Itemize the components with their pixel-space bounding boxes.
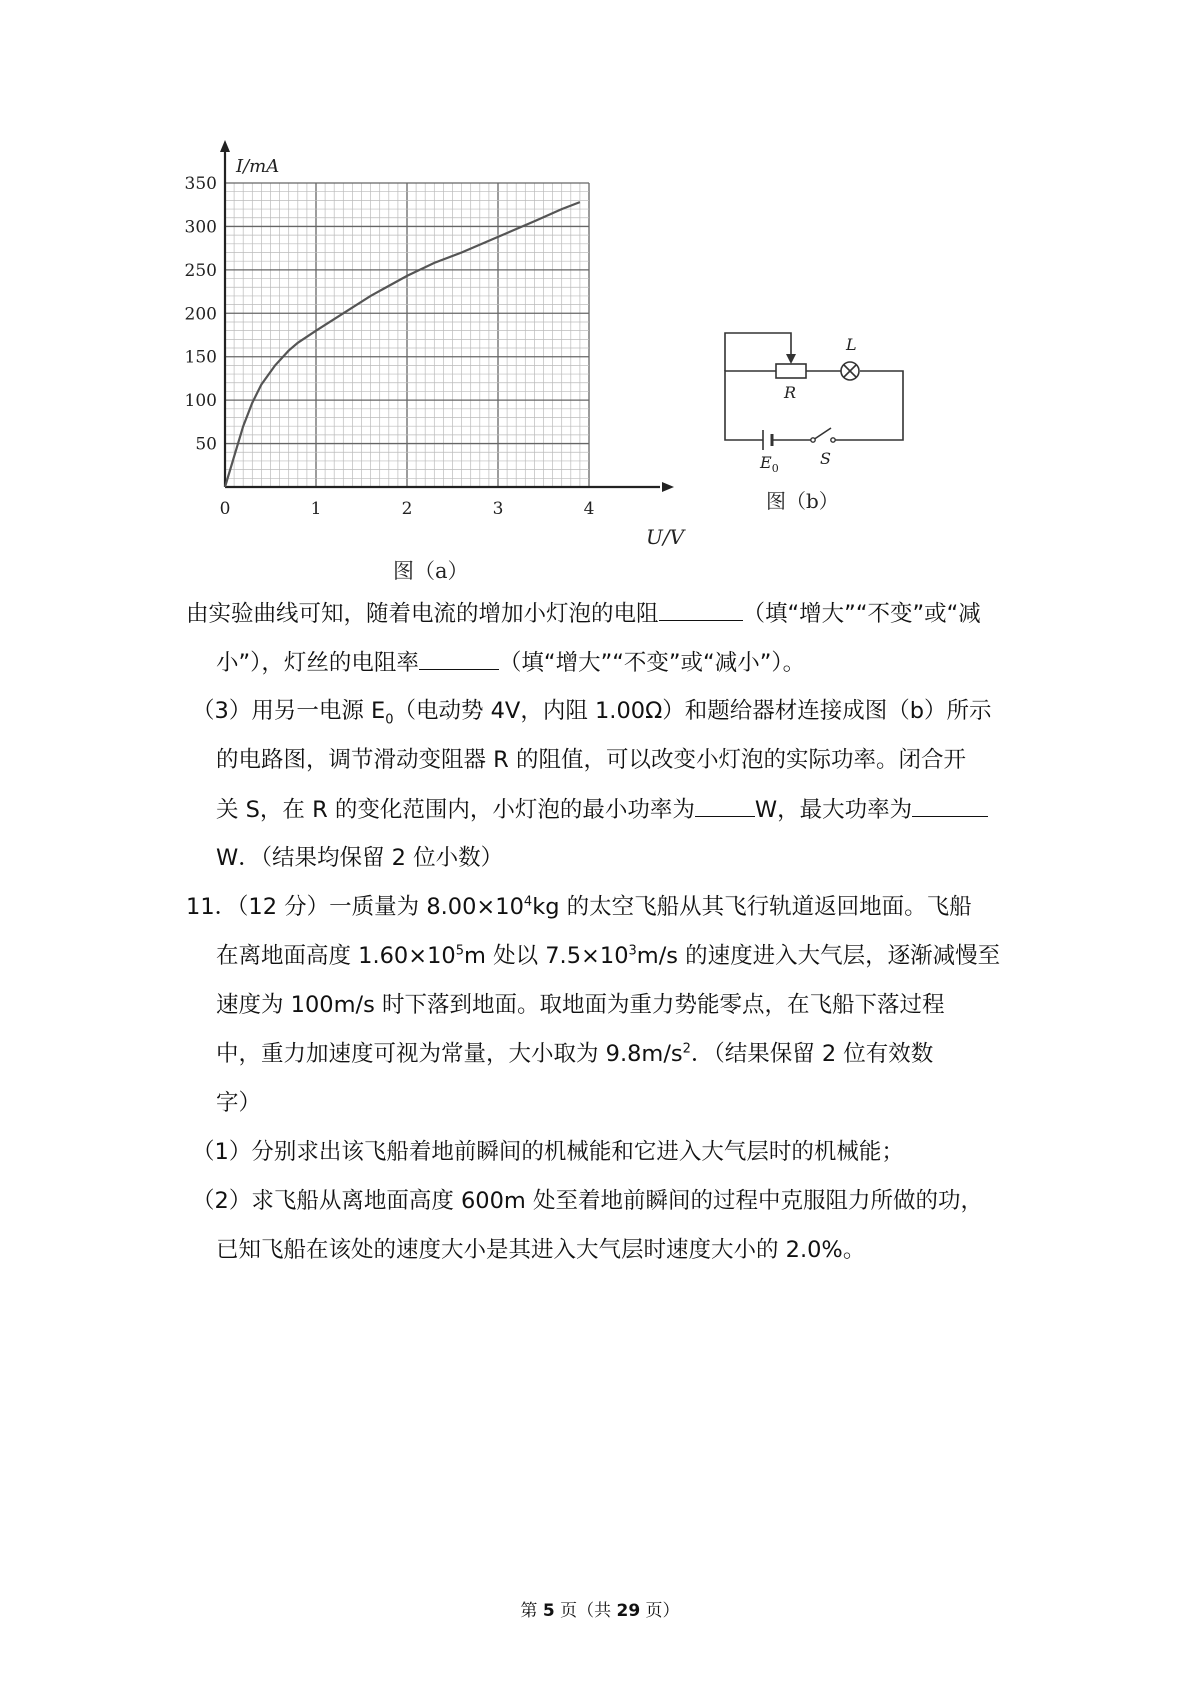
q11-line4-text: 中，重力加速度可视为常量，大小取为 9.8m/s xyxy=(216,1041,683,1067)
slider-arrow-icon xyxy=(786,354,796,364)
label-S: S xyxy=(820,449,831,468)
footer-page-number: 5 xyxy=(542,1601,555,1621)
figure-b-caption: 图（b） xyxy=(766,489,839,513)
page-footer xyxy=(0,1596,1200,1621)
q11-line4 xyxy=(216,1039,933,1069)
switch-contact xyxy=(831,438,835,442)
q2-line1-text: 由实验曲线可知，随着电流的增加小灯泡的电阻 xyxy=(186,601,659,627)
q11-sub2-line2 xyxy=(216,1235,865,1265)
figure-b-circuit xyxy=(700,320,920,520)
switch-S-blade xyxy=(813,428,831,440)
q2-line2 xyxy=(216,647,805,678)
answer-blank-resistance[interactable] xyxy=(659,598,743,621)
q11-line3 xyxy=(216,990,944,1020)
switch-contact xyxy=(811,438,815,442)
q11-sub1 xyxy=(192,1137,904,1167)
y-axis-label: I/mA xyxy=(236,156,280,177)
q2-line1 xyxy=(186,598,981,629)
y-tick-label: 200 xyxy=(184,304,217,325)
label-E0: $E_0$ xyxy=(760,453,779,475)
label-L: L xyxy=(846,335,857,354)
q2-line2-text: 小”），灯丝的电阻率 xyxy=(216,650,419,676)
x-tick-label: 2 xyxy=(401,499,413,519)
answer-blank-max-power[interactable] xyxy=(912,794,988,817)
q11-sub1-text: （1）分别求出该飞船着地前瞬间的机械能和它进入大气层时的机械能； xyxy=(192,1139,904,1165)
q11-line2 xyxy=(216,941,1000,971)
q3-line1-text: （3）用另一电源 E xyxy=(192,698,386,724)
q3-line1-sub: 0 xyxy=(385,712,394,728)
q3-line2-text: 的电路图，调节滑动变阻器 R 的阻值，可以改变小灯泡的实际功率。闭合开 xyxy=(216,747,966,773)
figure-a-caption: 图（a） xyxy=(393,559,469,583)
wire-left-top xyxy=(725,371,776,440)
q11-line5 xyxy=(216,1088,261,1118)
figure-a-chart xyxy=(150,140,690,590)
q11-line2-text: 在离地面高度 1.60×10 xyxy=(216,943,456,969)
q3-line1 xyxy=(192,696,992,726)
q11-line2-mid: m 处以 7.5×10 xyxy=(464,943,629,969)
footer-prefix: 第 xyxy=(520,1601,543,1621)
x-tick-label: 0 xyxy=(219,499,231,519)
q11-line1-sup: 4 xyxy=(523,894,533,910)
q3-line1-rest: （电动势 4V，内阻 1.00Ω）和题给器材连接成图（b）所示 xyxy=(393,698,992,724)
label-R: R xyxy=(784,383,797,402)
q11-line3-text: 速度为 100m/s 时下落到地面。取地面为重力势能零点，在飞船下落过程 xyxy=(216,992,945,1018)
q11-line1 xyxy=(186,892,972,922)
footer-total-pages: 29 xyxy=(616,1601,641,1621)
series-curve xyxy=(225,202,580,487)
q11-sub2-line1 xyxy=(192,1186,983,1216)
footer-middle: 页（共 xyxy=(554,1601,617,1621)
q3-line3-text: 关 S，在 R 的变化范围内，小灯泡的最小功率为 xyxy=(216,797,695,823)
y-tick-label: 250 xyxy=(184,260,217,281)
q11-line5-text: 字） xyxy=(216,1090,262,1116)
rheostat-R xyxy=(776,364,806,378)
wire-right xyxy=(833,371,903,440)
q3-line2 xyxy=(216,745,966,775)
q11-line4-rest: ．（结果保留 2 位有效数 xyxy=(690,1041,934,1067)
x-tick-label: 4 xyxy=(583,499,595,519)
q11-sub2-line1-text: （2）求飞船从离地面高度 600m 处至着地前瞬间的过程中克服阻力所做的功， xyxy=(192,1188,983,1214)
q11-line1-rest: kg 的太空飞船从其飞行轨道返回地面。飞船 xyxy=(532,894,972,920)
q11-line4-sup: 2 xyxy=(682,1041,691,1057)
q3-line3 xyxy=(216,794,988,825)
chart-grid xyxy=(225,183,589,487)
x-tick-label: 1 xyxy=(310,499,322,519)
q11-line2-rest: m/s 的速度进入大气层，逐渐减慢至 xyxy=(636,943,1001,969)
x-axis-arrow xyxy=(662,482,674,492)
q3-line3-mid: W，最大功率为 xyxy=(754,797,913,823)
x-axis-label: U/V xyxy=(646,525,685,549)
x-tick-label: 3 xyxy=(492,499,504,519)
tick-labels xyxy=(185,174,595,519)
answer-blank-resistivity[interactable] xyxy=(419,647,499,670)
q2-line2-end: （填“增大”“不变”或“减小”）。 xyxy=(498,650,806,676)
q3-line4 xyxy=(216,843,503,873)
y-tick-label: 300 xyxy=(184,217,217,238)
y-tick-label: 100 xyxy=(184,391,217,412)
y-tick-label: 350 xyxy=(184,174,217,194)
q11-line2-sup2: 3 xyxy=(628,943,637,959)
q11-line2-sup1: 5 xyxy=(455,943,465,959)
q11-line1-text: 11．（12 分）一质量为 8.00×10 xyxy=(186,894,524,920)
y-tick-label: 150 xyxy=(184,347,217,368)
y-tick-label: 50 xyxy=(195,434,217,455)
q11-sub2-line2-text: 已知飞船在该处的速度大小是其进入大气层时速度大小的 2.0%。 xyxy=(216,1237,866,1263)
q2-line1-end: （填“增大”“不变”或“减 xyxy=(742,601,981,627)
y-axis-arrow xyxy=(220,140,230,152)
answer-blank-min-power[interactable] xyxy=(695,794,755,817)
q3-line4-text: W．（结果均保留 2 位小数） xyxy=(216,845,504,871)
footer-suffix: 页） xyxy=(640,1601,680,1621)
